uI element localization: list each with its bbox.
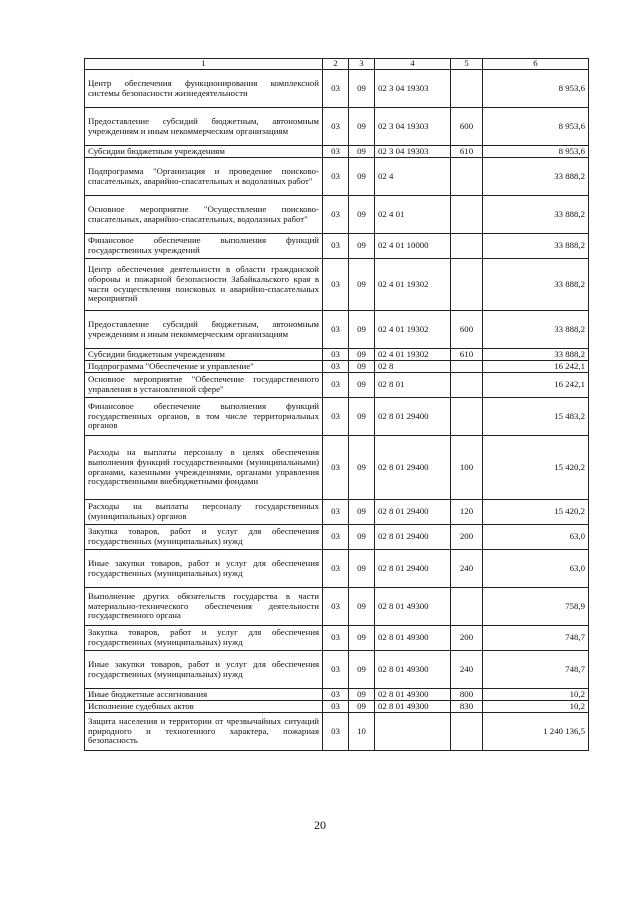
cell-section: 03 xyxy=(323,713,349,751)
cell-target-article: 02 4 01 19302 xyxy=(375,259,451,311)
cell-target-article: 02 8 01 49300 xyxy=(375,588,451,626)
cell-expense-type xyxy=(451,70,483,108)
cell-subsection: 09 xyxy=(349,361,375,373)
cell-subsection: 09 xyxy=(349,158,375,196)
cell-name: Субсидии бюджетным учреждениям xyxy=(85,349,323,361)
cell-name: Выполнение других обязательств государства в части материально-технического обеспечения деятельности государственного органа xyxy=(85,588,323,626)
table-row xyxy=(85,689,589,701)
cell-subsection: 09 xyxy=(349,70,375,108)
cell-name: Субсидии бюджетным учреждениям xyxy=(85,146,323,158)
cell-name: Предоставление субсидий бюджетным, автономным учреждениям и иным некоммерческим организациям xyxy=(85,108,323,146)
cell-target-article: 02 8 01 29400 xyxy=(375,398,451,436)
table-row xyxy=(85,196,589,234)
cell-expense-type xyxy=(451,196,483,234)
cell-subsection: 09 xyxy=(349,689,375,701)
cell-subsection: 09 xyxy=(349,500,375,525)
cell-target-article: 02 4 01 19302 xyxy=(375,349,451,361)
cell-amount: 63,0 xyxy=(483,525,589,550)
cell-target-article: 02 8 01 49300 xyxy=(375,689,451,701)
cell-amount: 33 888,2 xyxy=(483,349,589,361)
cell-subsection: 09 xyxy=(349,311,375,349)
cell-subsection: 09 xyxy=(349,398,375,436)
cell-expense-type: 600 xyxy=(451,311,483,349)
cell-target-article: 02 8 01 29400 xyxy=(375,550,451,588)
cell-amount: 15 483,2 xyxy=(483,398,589,436)
cell-section: 03 xyxy=(323,373,349,398)
cell-amount: 10,2 xyxy=(483,689,589,701)
table-row xyxy=(85,626,589,651)
cell-expense-type xyxy=(451,361,483,373)
cell-name: Закупка товаров, работ и услуг для обеспечения государственных (муниципальных) нужд xyxy=(85,626,323,651)
table-row xyxy=(85,311,589,349)
cell-amount: 8 953,6 xyxy=(483,146,589,158)
budget-table xyxy=(84,58,589,751)
cell-target-article: 02 8 01 29400 xyxy=(375,525,451,550)
table-row xyxy=(85,500,589,525)
cell-subsection: 09 xyxy=(349,525,375,550)
cell-subsection: 09 xyxy=(349,701,375,713)
cell-name: Предоставление субсидий бюджетным, автономным учреждениям и иным некоммерческим организациям xyxy=(85,311,323,349)
cell-expense-type: 240 xyxy=(451,651,483,689)
table-header xyxy=(85,59,589,70)
cell-name: Иные закупки товаров, работ и услуг для обеспечения государственных (муниципальных) нужд xyxy=(85,651,323,689)
cell-amount: 16 242,1 xyxy=(483,361,589,373)
table-row xyxy=(85,349,589,361)
cell-expense-type: 600 xyxy=(451,108,483,146)
cell-section: 03 xyxy=(323,701,349,713)
header-col-2: 2 xyxy=(323,59,349,70)
cell-name: Защита населения и территории от чрезвычайных ситуаций природного и техногенного характера, пожарная безопасность xyxy=(85,713,323,751)
header-col-3: 3 xyxy=(349,59,375,70)
cell-section: 03 xyxy=(323,689,349,701)
cell-name: Расходы на выплаты персоналу государственных (муниципальных) органов xyxy=(85,500,323,525)
cell-expense-type xyxy=(451,588,483,626)
cell-expense-type: 200 xyxy=(451,626,483,651)
table-row xyxy=(85,373,589,398)
cell-amount: 33 888,2 xyxy=(483,259,589,311)
table-row xyxy=(85,651,589,689)
cell-name: Основное мероприятие "Обеспечение государственного управления в установленной сфере" xyxy=(85,373,323,398)
table-row xyxy=(85,146,589,158)
cell-amount: 33 888,2 xyxy=(483,234,589,259)
cell-target-article: 02 4 01 10000 xyxy=(375,234,451,259)
cell-subsection: 09 xyxy=(349,259,375,311)
cell-target-article: 02 4 01 19302 xyxy=(375,311,451,349)
cell-target-article: 02 3 04 19303 xyxy=(375,108,451,146)
cell-target-article: 02 8 01 49300 xyxy=(375,626,451,651)
cell-amount: 16 242,1 xyxy=(483,373,589,398)
cell-expense-type: 610 xyxy=(451,349,483,361)
cell-target-article: 02 8 01 xyxy=(375,373,451,398)
table-row xyxy=(85,525,589,550)
cell-expense-type xyxy=(451,398,483,436)
table-row xyxy=(85,398,589,436)
table-body xyxy=(85,70,589,751)
cell-target-article xyxy=(375,713,451,751)
cell-expense-type: 240 xyxy=(451,550,483,588)
header-row xyxy=(85,59,589,70)
cell-subsection: 09 xyxy=(349,196,375,234)
cell-section: 03 xyxy=(323,259,349,311)
cell-section: 03 xyxy=(323,398,349,436)
cell-section: 03 xyxy=(323,70,349,108)
cell-subsection: 09 xyxy=(349,550,375,588)
cell-name: Центр обеспечения функционирования комплексной системы безопасности жизнедеятельности xyxy=(85,70,323,108)
cell-amount: 33 888,2 xyxy=(483,196,589,234)
cell-expense-type: 830 xyxy=(451,701,483,713)
cell-subsection: 09 xyxy=(349,373,375,398)
cell-amount: 15 420,2 xyxy=(483,500,589,525)
table-row xyxy=(85,259,589,311)
cell-name: Расходы на выплаты персоналу в целях обеспечения выполнения функций государственными (муниципальными) органами, казенными учреждениями, органами управления государственными внебюджетными фондами xyxy=(85,436,323,500)
cell-amount: 33 888,2 xyxy=(483,311,589,349)
cell-expense-type xyxy=(451,713,483,751)
cell-expense-type xyxy=(451,234,483,259)
cell-section: 03 xyxy=(323,311,349,349)
cell-name: Закупка товаров, работ и услуг для обеспечения государственных (муниципальных) нужд xyxy=(85,525,323,550)
cell-subsection: 09 xyxy=(349,588,375,626)
cell-section: 03 xyxy=(323,361,349,373)
cell-section: 03 xyxy=(323,626,349,651)
cell-amount: 63,0 xyxy=(483,550,589,588)
cell-section: 03 xyxy=(323,234,349,259)
cell-expense-type: 120 xyxy=(451,500,483,525)
cell-section: 03 xyxy=(323,196,349,234)
cell-section: 03 xyxy=(323,525,349,550)
cell-amount: 1 240 136,5 xyxy=(483,713,589,751)
cell-target-article: 02 8 xyxy=(375,361,451,373)
cell-name: Финансовое обеспечение выполнения функций государственных учреждений xyxy=(85,234,323,259)
cell-expense-type: 100 xyxy=(451,436,483,500)
cell-section: 03 xyxy=(323,158,349,196)
cell-target-article: 02 4 xyxy=(375,158,451,196)
cell-amount: 10,2 xyxy=(483,701,589,713)
table-row xyxy=(85,70,589,108)
cell-name: Подпрограмма "Обеспечение и управление" xyxy=(85,361,323,373)
cell-subsection: 09 xyxy=(349,349,375,361)
cell-expense-type xyxy=(451,373,483,398)
cell-amount: 15 420,2 xyxy=(483,436,589,500)
header-col-5: 5 xyxy=(451,59,483,70)
table-row xyxy=(85,234,589,259)
header-col-4: 4 xyxy=(375,59,451,70)
cell-subsection: 10 xyxy=(349,713,375,751)
table-row xyxy=(85,108,589,146)
cell-subsection: 09 xyxy=(349,651,375,689)
cell-name: Финансовое обеспечение выполнения функций государственных органов, в том числе территориальных органов xyxy=(85,398,323,436)
table-row xyxy=(85,436,589,500)
cell-expense-type: 200 xyxy=(451,525,483,550)
cell-expense-type: 610 xyxy=(451,146,483,158)
cell-expense-type: 800 xyxy=(451,689,483,701)
cell-section: 03 xyxy=(323,108,349,146)
cell-target-article: 02 4 01 xyxy=(375,196,451,234)
cell-section: 03 xyxy=(323,651,349,689)
header-col-1: 1 xyxy=(85,59,323,70)
cell-name: Подпрограмма "Организация и проведение поисково-спасательных, аварийно-спасательных и водолазных работ" xyxy=(85,158,323,196)
cell-subsection: 09 xyxy=(349,436,375,500)
cell-name: Основное мероприятие "Осуществление поисково-спасательных, аварийно-спасательных, водолазных работ" xyxy=(85,196,323,234)
cell-section: 03 xyxy=(323,436,349,500)
cell-target-article: 02 3 04 19303 xyxy=(375,70,451,108)
cell-subsection: 09 xyxy=(349,146,375,158)
cell-section: 03 xyxy=(323,146,349,158)
cell-expense-type xyxy=(451,158,483,196)
cell-subsection: 09 xyxy=(349,626,375,651)
cell-name: Центр обеспечения деятельности в области гражданской обороны и пожарной безопасности Забайкальского края в части осуществления поисковых и аварийно-спасательных мероприятий xyxy=(85,259,323,311)
cell-target-article: 02 8 01 29400 xyxy=(375,436,451,500)
cell-target-article: 02 8 01 49300 xyxy=(375,651,451,689)
cell-name: Иные бюджетные ассигнования xyxy=(85,689,323,701)
cell-expense-type xyxy=(451,259,483,311)
cell-target-article: 02 8 01 29400 xyxy=(375,500,451,525)
cell-amount: 748,7 xyxy=(483,651,589,689)
cell-subsection: 09 xyxy=(349,234,375,259)
cell-section: 03 xyxy=(323,349,349,361)
table-row xyxy=(85,701,589,713)
cell-amount: 758,9 xyxy=(483,588,589,626)
cell-section: 03 xyxy=(323,588,349,626)
table-row xyxy=(85,713,589,751)
cell-target-article: 02 8 01 49300 xyxy=(375,701,451,713)
table-row xyxy=(85,158,589,196)
table-row xyxy=(85,361,589,373)
table-row xyxy=(85,588,589,626)
cell-target-article: 02 3 04 19303 xyxy=(375,146,451,158)
cell-amount: 748,7 xyxy=(483,626,589,651)
cell-name: Иные закупки товаров, работ и услуг для обеспечения государственных (муниципальных) нужд xyxy=(85,550,323,588)
page-number: 20 xyxy=(314,818,326,832)
cell-amount: 33 888,2 xyxy=(483,158,589,196)
cell-subsection: 09 xyxy=(349,108,375,146)
header-col-6: 6 xyxy=(483,59,589,70)
cell-name: Исполнение судебных актов xyxy=(85,701,323,713)
table-row xyxy=(85,550,589,588)
cell-section: 03 xyxy=(323,500,349,525)
cell-amount: 8 953,6 xyxy=(483,108,589,146)
cell-amount: 8 953,6 xyxy=(483,70,589,108)
cell-section: 03 xyxy=(323,550,349,588)
